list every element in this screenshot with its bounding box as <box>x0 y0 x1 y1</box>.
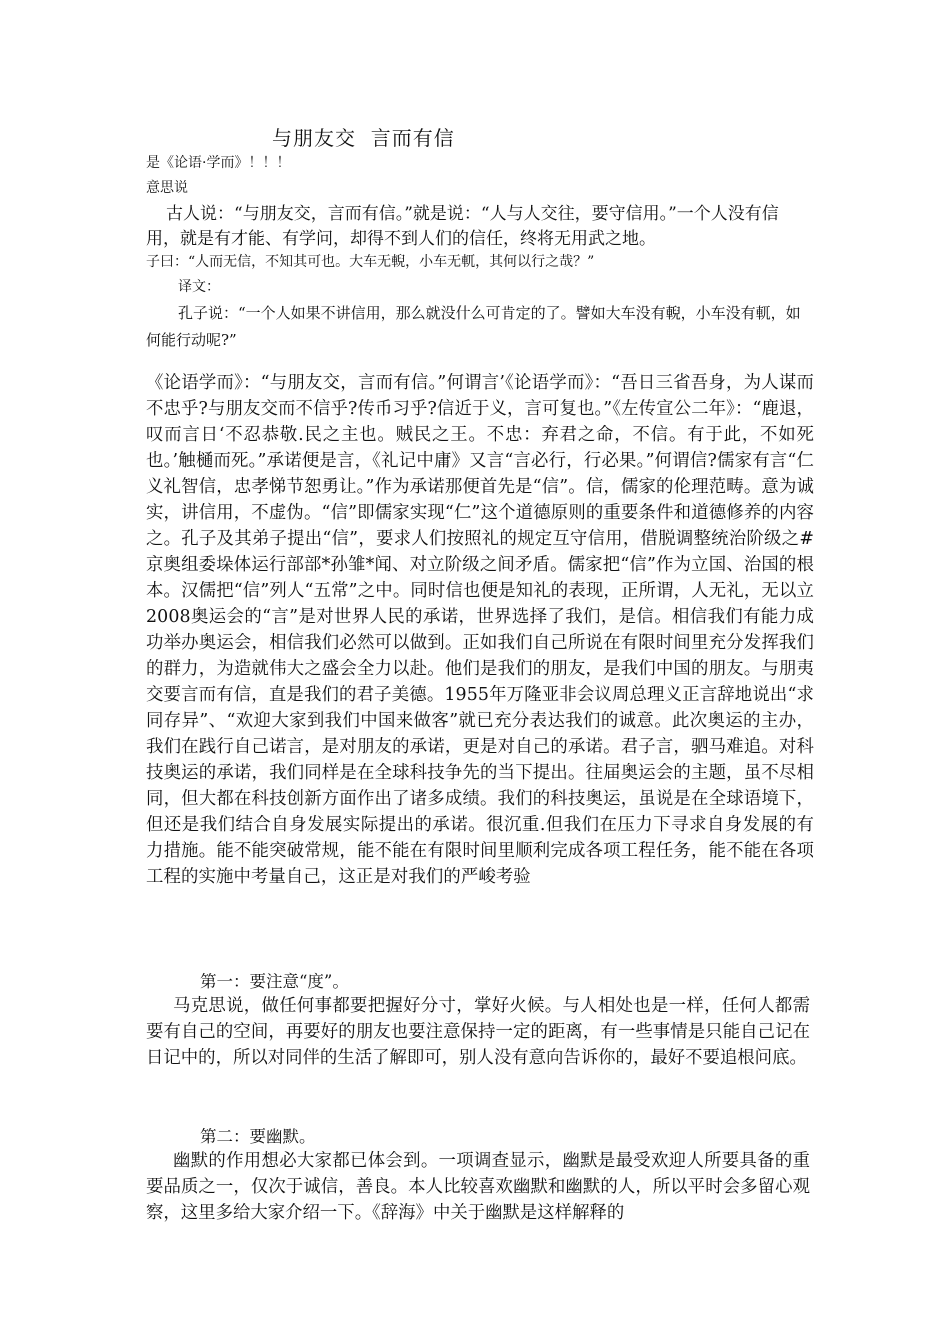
section1-heading: 第一：要注意“度”。 <box>200 972 349 991</box>
source-line: 是《论语·学而》！！！ <box>146 155 291 171</box>
translation-paragraph: 孔子说：“一个人如果不讲信用，那么就没什么可肯定的了。譬如大车没有輗，小车没有軏，如何能行动呢?” <box>146 304 801 349</box>
meaning-label: 意思说 <box>146 180 188 196</box>
section2-heading: 第二：要幽默。 <box>200 1127 316 1146</box>
intro-paragraph: 古人说：“与朋友交，言而有信。”就是说：“人与人交往，要守信用。”一个人没有信用，就是有才能、有学问，却得不到人们的信任，终将无用武之地。 <box>146 204 779 249</box>
section2-body: 幽默的作用想必大家都已体会到。一项调查显示，幽默是最受欢迎人所要具备的重要品质之一，仅次于诚信，善良。本人比较喜欢幽默和幽默的人，所以平时会多留心观察，这里多给大家介绍一下。《辞海》中关于幽默是这样解释的 <box>146 1151 810 1223</box>
confucius-quote: 子曰：“人而无信，不知其可也。大车无輗，小车无軏，其何以行之哉？” <box>146 254 595 270</box>
section1-body: 马克思说，做任何事都要把握好分寸，掌好火候。与人相处也是一样，任何人都需要有自己的空间，再要好的朋友也要注意保持一定的距离，有一些事情是只能自己记在日记中的，所以对同伴的生活了解即可，别人没有意向告诉你的，最好不要追根问底。 <box>146 996 810 1068</box>
main-paragraph: 《论语学而》：“与朋友交，言而有信。”何谓言’《论语学而》：“吾日三省吾身，为人谋而不忠乎?与朋友交而不信乎?传币习乎?信近于义，言可复也。”《左传宣公二年》：“鹿退，叹而言日‘不忍恭敬.民之主也。贼民之王。不忠：弃君之命，不信。有于此，不如死也。’触樋而死。”承诺便是言，《礼记中庸》又言“言必行，行必果。”何谓信?儒家有言“仁义礼智信，忠孝悌节恕勇让。”作为承诺那便首先是“信”。信，儒家的伦理范畴。意为诚实，讲信用，不虚伪。“信”即儒家实现“仁”这个道德原则的重要条件和道德修养的内容之。孔子及其弟子提出“信”，要求人们按照礼的规定互守信用，借脱调整统治阶级之#京奥组委垛体运行部部*孙雏*闻、对立阶级之间矛盾。儒家把“信”作为立国、治国的根本。汉儒把“信”列人“五常”之中。同时信也便是知礼的表现，正所谓，人无礼，无以立2008奥运会的“言”是对世界人民的承诺，世界选择了我们，是信。相信我们有能力成功举办奥运会，相信我们必然可以做到。正如我们自己所说在有限时间里充分发挥我们的群力，为造就伟大之盛会全力以赴。他们是我们的朋友，是我们中国的朋友。与朋夷交要言而有信，直是我们的君子美德。1955年万隆亚非会议周总理义正言辞地说出“求同存异”、“欢迎大家到我们中国来做客”就已充分表达我们的诚意。此次奥运的主办，我们在践行自己诺言，是对朋友的承诺，更是对自己的承诺。君子言，驷马难追。对科技奥运的承诺，我们同样是在全球科技争先的当下提出。往届奥运会的主题，虽不尽相同，但大都在科技创新方面作出了诸多成绩。我们的科技奥运，虽说是在全球语境下，但还是我们结合自身发展实际提出的承诺。很沉重.但我们在压力下寻求自身发展的有力措施。能不能突破常规，能不能在有限时间里顺利完成各项工程任务，能不能在各项工程的实施中考量自己，这正是对我们的严峻考验 <box>146 373 814 887</box>
translation-label: 译文： <box>178 279 220 295</box>
document-title: 与朋友交 言而有信 <box>272 126 455 150</box>
